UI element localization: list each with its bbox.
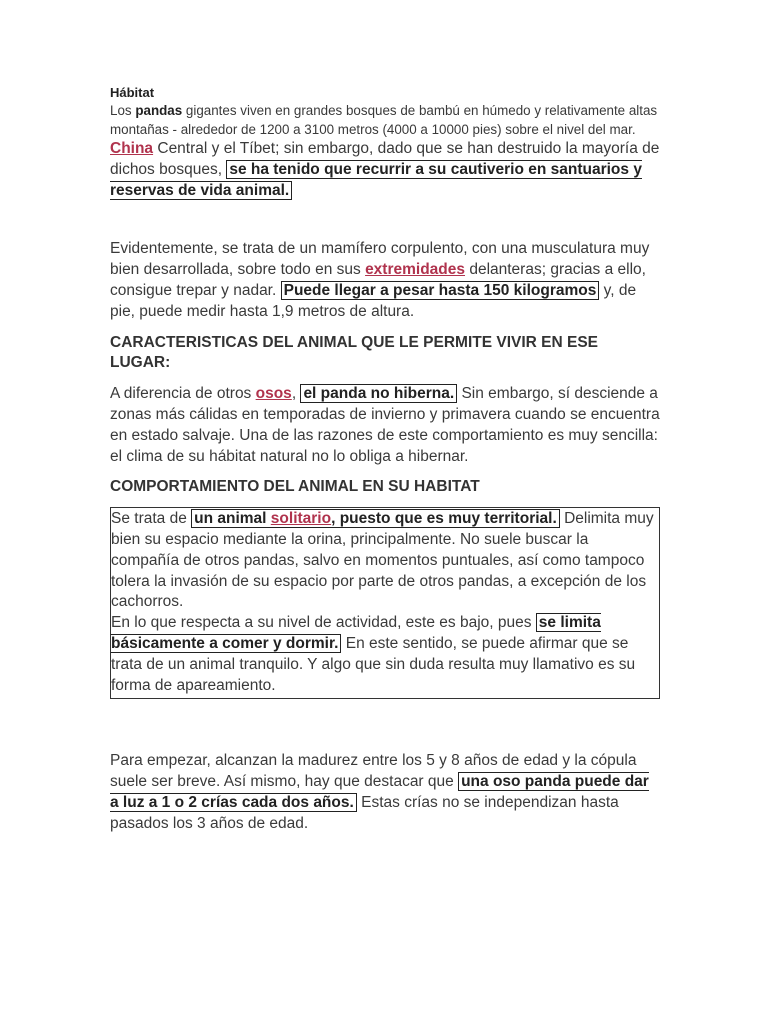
framed-behavior-box [110,507,660,699]
paragraph-activity [111,613,659,696]
text: Los [110,103,136,118]
text: , [291,385,301,403]
text: delanteras; gracias a ello, consigue trepar y nadar. [110,261,646,299]
highlight-box-weight: Puede llegar a pesar hasta 150 kilogramos [281,281,600,300]
text: , puesto que es muy territorial. [331,510,557,528]
text: Sin embargo, sí desciende a zonas más cálidas en temporadas de invierno y primavera cuando se encuentra en estado salvaje. Una de las razones de este comportamiento es muy sencilla: el clima de su hábitat natural no lo obliga a hibernar. [110,385,660,465]
text: Para empezar, alcanzan la madurez entre los 5 y 8 años de edad y la cópula suele ser breve. Así mismo, hay que destacar que [110,752,637,791]
paragraph-body [110,239,660,322]
text: gigantes viven en grandes bosques de bambú en húmedo y relativamente altas montañas - alrededor de 1200 a 3100 metros (4000 a 10000 pies) sobre el nivel del mar. [110,103,658,137]
document-page [110,84,660,835]
text: Se trata de [111,510,192,528]
heading-characteristics: CARACTERISTICAS DEL ANIMAL QUE LE PERMITE VIVIR EN ESE LUGAR: [110,333,599,372]
paragraph-reproduction [110,751,660,834]
highlight-box-crias: una oso panda puede dar a luz a 1 o 2 crías cada dos años. [110,773,649,811]
highlight-box-comer-dormir: se limita básicamente a comer y dormir. [111,614,601,652]
highlight-box-no-hiberna: el panda no hiberna. [300,384,457,403]
text: En este sentido, se puede afirmar que se trata de un animal tranquilo. Y algo que sin duda resulta muy llamativo es su forma de apareamiento. [111,634,636,694]
link-extremidades[interactable]: extremidades [365,261,466,279]
section-title-habitat: Hábitat [110,85,155,100]
link-solitario[interactable]: solitario [270,510,332,528]
paragraph-hibernation [110,384,660,467]
link-china[interactable]: China [110,140,154,157]
highlight-box-solitario [191,509,560,528]
heading-behavior: COMPORTAMIENTO DEL ANIMAL EN SU HABITAT [110,478,480,496]
link-osos[interactable]: osos [255,385,292,403]
text: y, de pie, puede medir hasta 1,9 metros de altura. [110,281,637,320]
text: En lo que respecta a su nivel de actividad, este es bajo, pues [111,614,536,632]
highlight-box-captivity: se ha tenido que recurrir a su cautiverio en santuarios y reservas de vida animal. [110,160,642,199]
text: Delimita muy bien su espacio mediante la orina, principalmente. No suele buscar la compañía de otros pandas, salvo en momentos puntuales, así como tampoco tolera la invasión de su espacio por parte de otros pandas, a excepción de los cachorros. [111,510,654,611]
text: Central y el Tíbet; sin embargo, dado que se han destruido la mayoría de dichos bosques, [110,140,660,178]
text: Estas crías no se independizan hasta pasados los 3 años de edad. [110,793,619,832]
paragraph-territorial [111,509,659,613]
text: Evidentemente, se trata de un mamífero corpulento, con una musculatura muy bien desarrollada, sobre todo en sus [110,240,650,279]
text: A diferencia de otros [110,385,256,403]
paragraph-habitat [110,101,660,201]
keyword-pandas: pandas [135,103,183,118]
text: un animal [194,510,271,528]
